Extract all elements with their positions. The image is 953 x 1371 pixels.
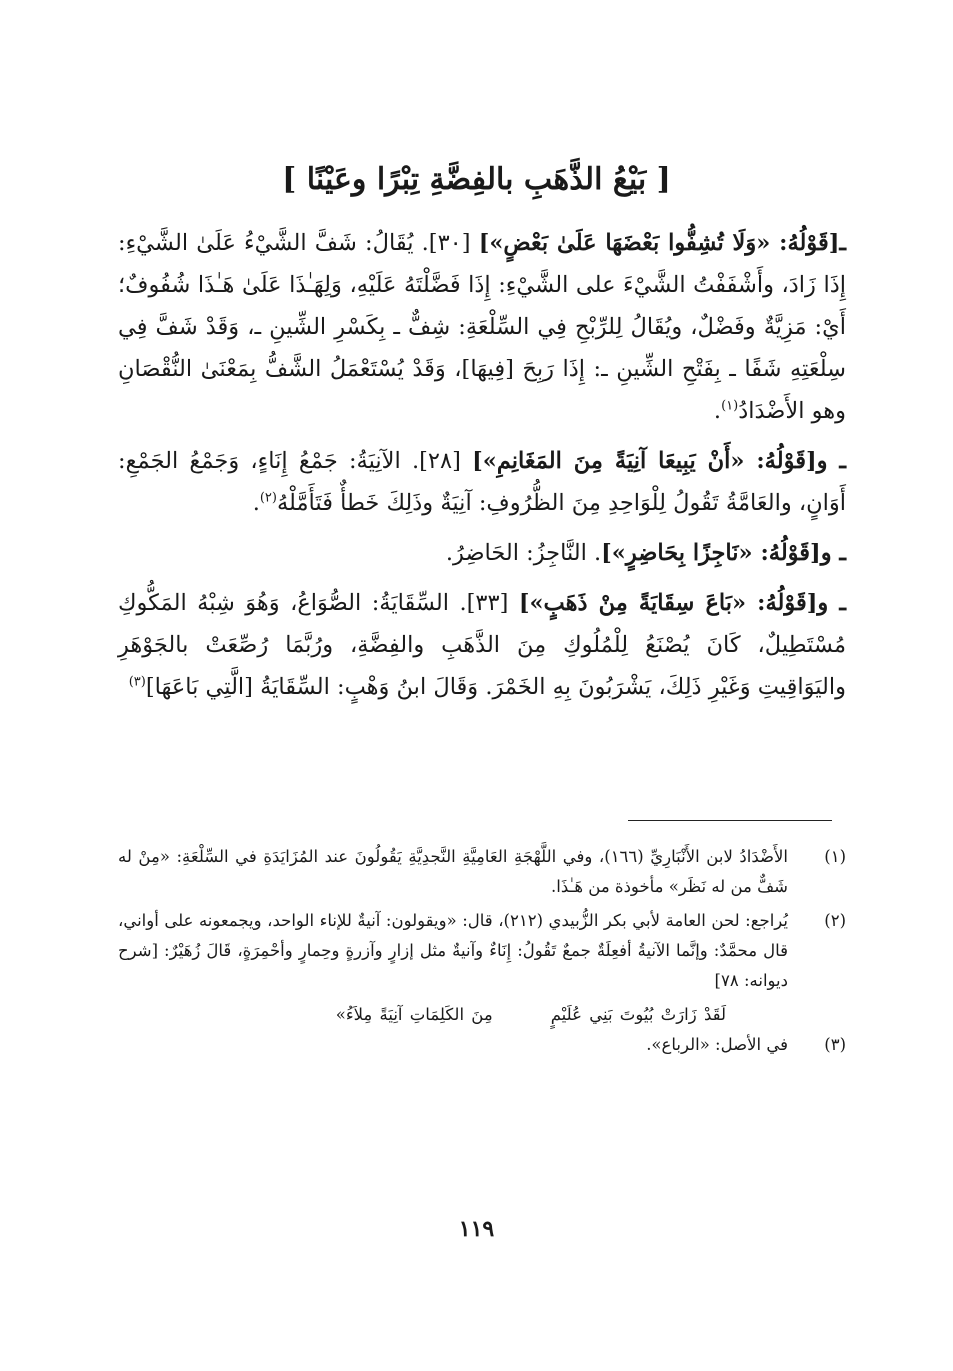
footnote-number: (١): [824, 847, 846, 866]
paragraph-tail: .: [713, 398, 722, 424]
paragraph-text: [٣٣]. السِّقَايَةُ: الصُّوَاعُ، وَهُوَ شِبْهُ المَكُّوكِ مُسْتَطِيلٌ، كَانَ يُصْنَعُ لِلْمُلُوكِ مِنَ الذَّهَبِ والفِضَّةِ، ورُبَّمَا رُصِّعَتْ بالجَوْهَرِ واليَوَاقِيتِ وَغَيْرِ ذَلِكَ، يَشْرَبُونَ بِهِ الخَمْرَ. وَقَالَ ابنُ وَهْبٍ: السِّقَايَةُ [الَّتِي بَاعَهَا]: [118, 590, 846, 700]
footnotes: [118, 842, 846, 1064]
paragraph-lead: ـ و[قَوْلُهُ: «نَاجِزًا بِحَاضِرٍ»]: [601, 540, 846, 566]
paragraph-lead: ـ و[قَوْلُهُ: «أَنْ يَبِيعَا آنِيَةً مِنَ المَغَانِمِ»]: [472, 448, 846, 474]
paragraph-text: [٢٨]. الآنِيَةُ: جَمْعُ إِنَاءٍ، وَجَمْعُ الجَمْعِ: أَوَانٍ، والعَامَّةُ تَقُولُ لِلْوَاحِدِ مِنَ الظُّرُوفِ: آنِيَةٌ وذَلِكَ خَطأٌ فَتَأَمَّلْهُ: [118, 448, 846, 516]
footnote-ref: (١): [721, 398, 739, 414]
paragraph-tail: .: [252, 490, 260, 516]
footnote-2: [118, 906, 846, 996]
footnote-3: [118, 1030, 846, 1060]
footnote-number: (٣): [824, 1035, 846, 1054]
footnote-divider: [628, 820, 832, 821]
paragraph-text: [٣٠]. يُقَالُ: شَفَّ الشَّيْءُ عَلَىٰ الشَّيْءِ: إِذَا زَادَ، وأَشْفَفْتُ الشَّيْءَ على الشَّيْءِ: إِذَا فَضَّلْتَهُ عَلَيْهِ، وَلِهَـٰذَا عَلَىٰ هَـٰذَا شُفُوفٌ؛ أَيْ: مَزِيَّةٌ وفَضْلٌ، ويُقَالُ لِلرِّبْحِ فِي السِّلْعَةِ: شِفٌّ ـ بِكَسْرِ الشِّينِ ـ، وَقَدْ شَفَّ فِي سِلْعَتِهِ شَفًا ـ بِفَتْحِ الشِّينِ ـ: إِذَا رَبِحَ [فِيهَا]، وَقَدْ يُسْتَعْمَلُ الشَّفُّ بِمَعْنَىٰ النُّقْصَانِ وهو الأَضْدَادُ: [118, 230, 846, 424]
paragraph-lead: ـ و[قَوْلُهُ: «بَاعَ سِقَايَةً مِنْ ذَهَبٍ»]: [518, 590, 847, 616]
paragraph-1: [118, 222, 846, 432]
verse-second-hemistich: مِنَ الكَلِمَاتِ آنِيَةً مِلاَءُ»: [335, 1005, 493, 1024]
footnote-number: (٢): [824, 911, 846, 930]
footnote-ref: (٢): [259, 490, 277, 506]
paragraph-2: [118, 440, 846, 524]
verse-first-hemistich: لَقَدْ زَارَتْ بُيُوتَ بَنِي عُلَيْمٍ: [550, 1005, 726, 1024]
section-title: [ بَيْعُ الذَّهَبِ بالفِضَّةِ تِبْرًا وعَيْنًا ]: [282, 162, 671, 197]
poetry-verse: [118, 1000, 846, 1030]
paragraph-4: [118, 582, 846, 708]
main-text: [118, 222, 846, 716]
paragraph-lead: ـ[قَوْلُهُ: «وَلَا تُشِفُّوا بَعْضَهَا عَلَىٰ بَعْضٍ»]: [478, 230, 847, 256]
paragraph-3: [118, 532, 846, 574]
footnote-text: يُراجع: لحن العامة لأبي بكر الزُّبيدي (٢١٢)، قال: «ويقولون: آنيةٌ للإناء الواحد، ويجمعونه على أواني، قال محمَّدٌ: وإنَّما الآنيةُ أفعِلَةٌ جمعٌ تَقُولُ: إِنَاءٌ وآنيةٌ مثل إزارٍ وآزرةٍ وحِمارٍ وأحْمِرَةٍ، قَالَ زُهَيْرٌ: [شرح ديوانه: ٧٨]: [118, 911, 788, 990]
footnote-text: في الأصل: «الرباع».: [646, 1035, 788, 1054]
paragraph-text: . النَّاجِزُ: الحَاضِرُ.: [445, 540, 602, 566]
footnote-1: [118, 842, 846, 902]
footnote-ref: (٣): [128, 674, 146, 690]
footnote-text: الأَضْدَادُ لابن الأَنْبَارِيِّ (١٦٦)، وفي اللَّهْجَةِ العَامِيَّةِ النَّجدِيَّةِ يَقُولُونَ عند المُزَايَدَةِ في السِّلْعَةِ: «مِنْ له شَفٌّ من له نَظَر» مأخوذة من هَـٰذَا.: [118, 847, 788, 896]
page-number: ١١٩: [458, 1216, 495, 1242]
